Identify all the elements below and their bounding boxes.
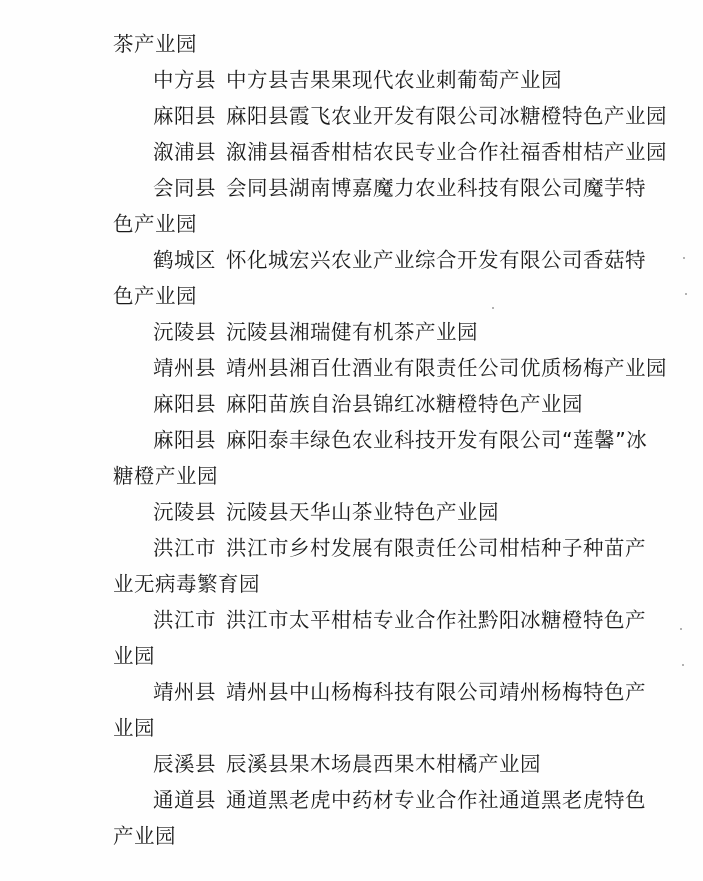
county-name: 洪江市 <box>153 536 216 560</box>
park-name-text: 会同县湖南博嘉魔力农业科技有限公司魔芋特 <box>226 176 646 200</box>
park-name-text: 麻阳县霞飞农业开发有限公司冰糖橙特色产业园 <box>226 104 667 128</box>
list-item <box>0 350 703 386</box>
list-item <box>0 134 703 170</box>
list-item <box>0 98 703 134</box>
park-name-text: 沅陵县湘瑞健有机茶产业园 <box>226 320 478 344</box>
entry-first-line <box>0 170 703 206</box>
list-item <box>0 746 703 782</box>
entry-first-line <box>0 98 703 134</box>
entry-first-line <box>0 350 703 386</box>
entry-first-line <box>0 674 703 710</box>
scan-speck <box>682 664 684 666</box>
park-name-text: 沅陵县天华山茶业特色产业园 <box>226 500 499 524</box>
entry-first-line <box>0 134 703 170</box>
county-name: 通道县 <box>153 788 216 812</box>
park-name-text: 业无病毒繁育园 <box>113 572 260 596</box>
entry-first-line <box>0 494 703 530</box>
entry-continuation-line <box>0 710 703 746</box>
county-name: 鹤城区 <box>153 248 216 272</box>
list-item <box>0 314 703 350</box>
park-name-text: 辰溪县果木场晨西果木柑橘产业园 <box>226 752 541 776</box>
park-name-text: 通道黑老虎中药材专业合作社通道黑老虎特色 <box>226 788 646 812</box>
county-name: 麻阳县 <box>153 104 216 128</box>
list-item <box>0 170 703 242</box>
park-name-text: 麻阳苗族自治县锦红冰糖橙特色产业园 <box>226 392 583 416</box>
entry-first-line <box>0 242 703 278</box>
document-body <box>0 26 703 854</box>
county-name: 靖州县 <box>153 680 216 704</box>
park-name-text: 中方县吉果果现代农业刺葡萄产业园 <box>226 68 562 92</box>
park-name-text: 洪江市乡村发展有限责任公司柑桔种子种苗产 <box>226 536 646 560</box>
park-name-text: 靖州县湘百仕酒业有限责任公司优质杨梅产业园 <box>226 356 667 380</box>
county-name: 靖州县 <box>153 356 216 380</box>
entry-continuation-line <box>0 458 703 494</box>
entry-continuation-line <box>0 638 703 674</box>
park-name-text: 色产业园 <box>113 284 197 308</box>
entry-first-line <box>0 746 703 782</box>
county-name: 沅陵县 <box>153 500 216 524</box>
park-name-text: 溆浦县福香柑桔农民专业合作社福香柑桔产业园 <box>226 140 667 164</box>
list-item <box>0 530 703 602</box>
park-name-text: 麻阳泰丰绿色农业科技开发有限公司“莲馨”冰 <box>226 428 648 452</box>
county-name: 麻阳县 <box>153 392 216 416</box>
scan-speck <box>685 293 687 295</box>
park-name-text: 洪江市太平柑桔专业合作社黔阳冰糖橙特色产 <box>226 608 646 632</box>
entry-first-line <box>0 386 703 422</box>
scan-speck <box>492 307 494 309</box>
list-item <box>0 674 703 746</box>
scan-speck <box>680 628 682 630</box>
list-item <box>0 386 703 422</box>
park-name-text: 业园 <box>113 644 155 668</box>
county-name: 中方县 <box>153 68 216 92</box>
entry-continuation-line <box>0 566 703 602</box>
county-name: 洪江市 <box>153 608 216 632</box>
carryover-entry <box>0 26 703 62</box>
list-item <box>0 422 703 494</box>
list-item <box>0 242 703 314</box>
park-name-text: 产业园 <box>113 824 176 848</box>
park-name-text: 业园 <box>113 716 155 740</box>
carryover-line: 茶产业园 <box>113 32 197 56</box>
entry-continuation-line <box>0 278 703 314</box>
list-item <box>0 62 703 98</box>
county-name: 溆浦县 <box>153 140 216 164</box>
entry-first-line <box>0 62 703 98</box>
entry-first-line <box>0 530 703 566</box>
list-item <box>0 494 703 530</box>
entry-first-line <box>0 422 703 458</box>
county-name: 辰溪县 <box>153 752 216 776</box>
county-name: 会同县 <box>153 176 216 200</box>
entry-first-line <box>0 602 703 638</box>
entry-list <box>0 62 703 854</box>
entry-first-line <box>0 314 703 350</box>
park-name-text: 糖橙产业园 <box>113 464 218 488</box>
entry-continuation-line <box>0 206 703 242</box>
county-name: 沅陵县 <box>153 320 216 344</box>
park-name-text: 靖州县中山杨梅科技有限公司靖州杨梅特色产 <box>226 680 646 704</box>
county-name: 麻阳县 <box>153 428 216 452</box>
park-name-text: 色产业园 <box>113 212 197 236</box>
list-item <box>0 782 703 854</box>
entry-continuation-line <box>0 818 703 854</box>
scan-speck <box>683 257 685 259</box>
park-name-text: 怀化城宏兴农业产业综合开发有限公司香菇特 <box>226 248 646 272</box>
list-item <box>0 602 703 674</box>
entry-first-line <box>0 782 703 818</box>
